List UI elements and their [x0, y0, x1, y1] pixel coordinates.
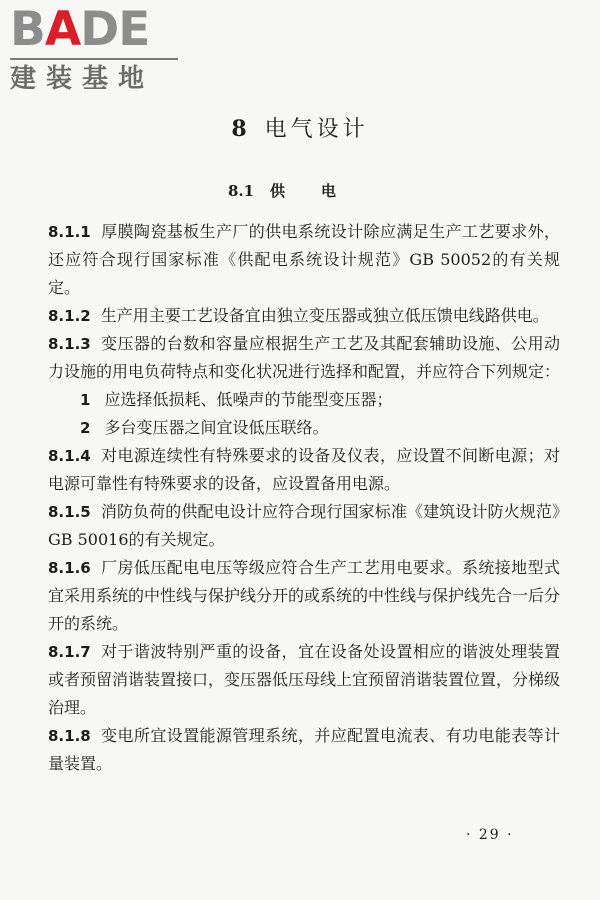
clause	[48, 498, 560, 554]
clause-text: 厂房低压配电电压等级应符合生产工艺用电要求。系统接地型式宜采用系统的中性线与保护线分开的或系统的中性线与保护线先合一后分开的系统。	[48, 558, 561, 633]
logo-letter-a: A	[44, 2, 81, 57]
chapter-heading	[0, 112, 600, 143]
clause-number: 8.1.5	[48, 503, 91, 521]
clause	[48, 330, 560, 386]
logo-brand-text	[10, 2, 180, 57]
clause-number: 8.1.1	[48, 223, 91, 241]
clause	[48, 554, 560, 638]
item-text: 应选择低损耗、低噪声的节能型变压器；	[104, 390, 393, 409]
clause-number: 8.1.6	[48, 559, 91, 577]
clause	[48, 302, 560, 330]
clause-text: 对电源连续性有特殊要求的设备及仪表，应设置不间断电源；对电源可靠性有特殊要求的设备，应设置备用电源。	[48, 446, 560, 493]
list-item	[80, 386, 560, 414]
item-number: 1	[80, 391, 91, 409]
page-number: · 29 ·	[466, 827, 514, 843]
clause-number: 8.1.2	[48, 307, 91, 325]
clause-text: 生产用主要工艺设备宜由独立变压器或独立低压馈电线路供电。	[100, 306, 549, 325]
clause	[48, 722, 560, 778]
clause-list	[48, 218, 560, 778]
chapter-number: 8	[231, 116, 251, 142]
clause-number: 8.1.4	[48, 447, 91, 465]
clause	[48, 218, 560, 302]
clause-number: 8.1.7	[48, 643, 91, 661]
clause-number: 8.1.8	[48, 727, 91, 745]
chapter-title: 电气设计	[264, 117, 369, 142]
clause-text: 对于谐波特别严重的设备，宜在设备处设置相应的谐波处理装置或者预留消谐装置接口，变压器低压母线上宜预留消谐装置位置，分梯级治理。	[48, 642, 561, 717]
clause-text: 厚膜陶瓷基板生产厂的供电系统设计除应满足生产工艺要求外，还应符合现行国家标准《供配电系统设计规范》GB 50052的有关规定。	[48, 222, 560, 297]
bade-logo	[10, 2, 180, 94]
section-title: 供电	[270, 182, 373, 200]
clause-number: 8.1.3	[48, 335, 91, 353]
clause	[48, 442, 560, 498]
logo-chinese-text: 建装基地	[10, 64, 155, 94]
item-text: 多台变压器之间宜设低压联络。	[104, 418, 329, 437]
list-item	[80, 414, 560, 442]
clause-text: 变压器的台数和容量应根据生产工艺及其配套辅助设施、公用动力设施的用电负荷特点和变化状况进行选择和配置，并应符合下列规定：	[48, 334, 561, 381]
logo-letter-b: B	[10, 2, 45, 57]
logo-letters-de: DE	[80, 2, 150, 57]
logo-divider	[10, 58, 178, 60]
clause	[48, 638, 560, 722]
section-heading	[0, 180, 600, 201]
clause-text: 消防负荷的供配电设计应符合现行国家标准《建筑设计防火规范》GB 50016的有关规定。	[48, 502, 560, 549]
clause-text: 变电所宜设置能源管理系统，并应配置电流表、有功电能表等计量装置。	[48, 726, 560, 773]
item-number: 2	[80, 419, 91, 437]
section-number: 8.1	[227, 182, 255, 200]
